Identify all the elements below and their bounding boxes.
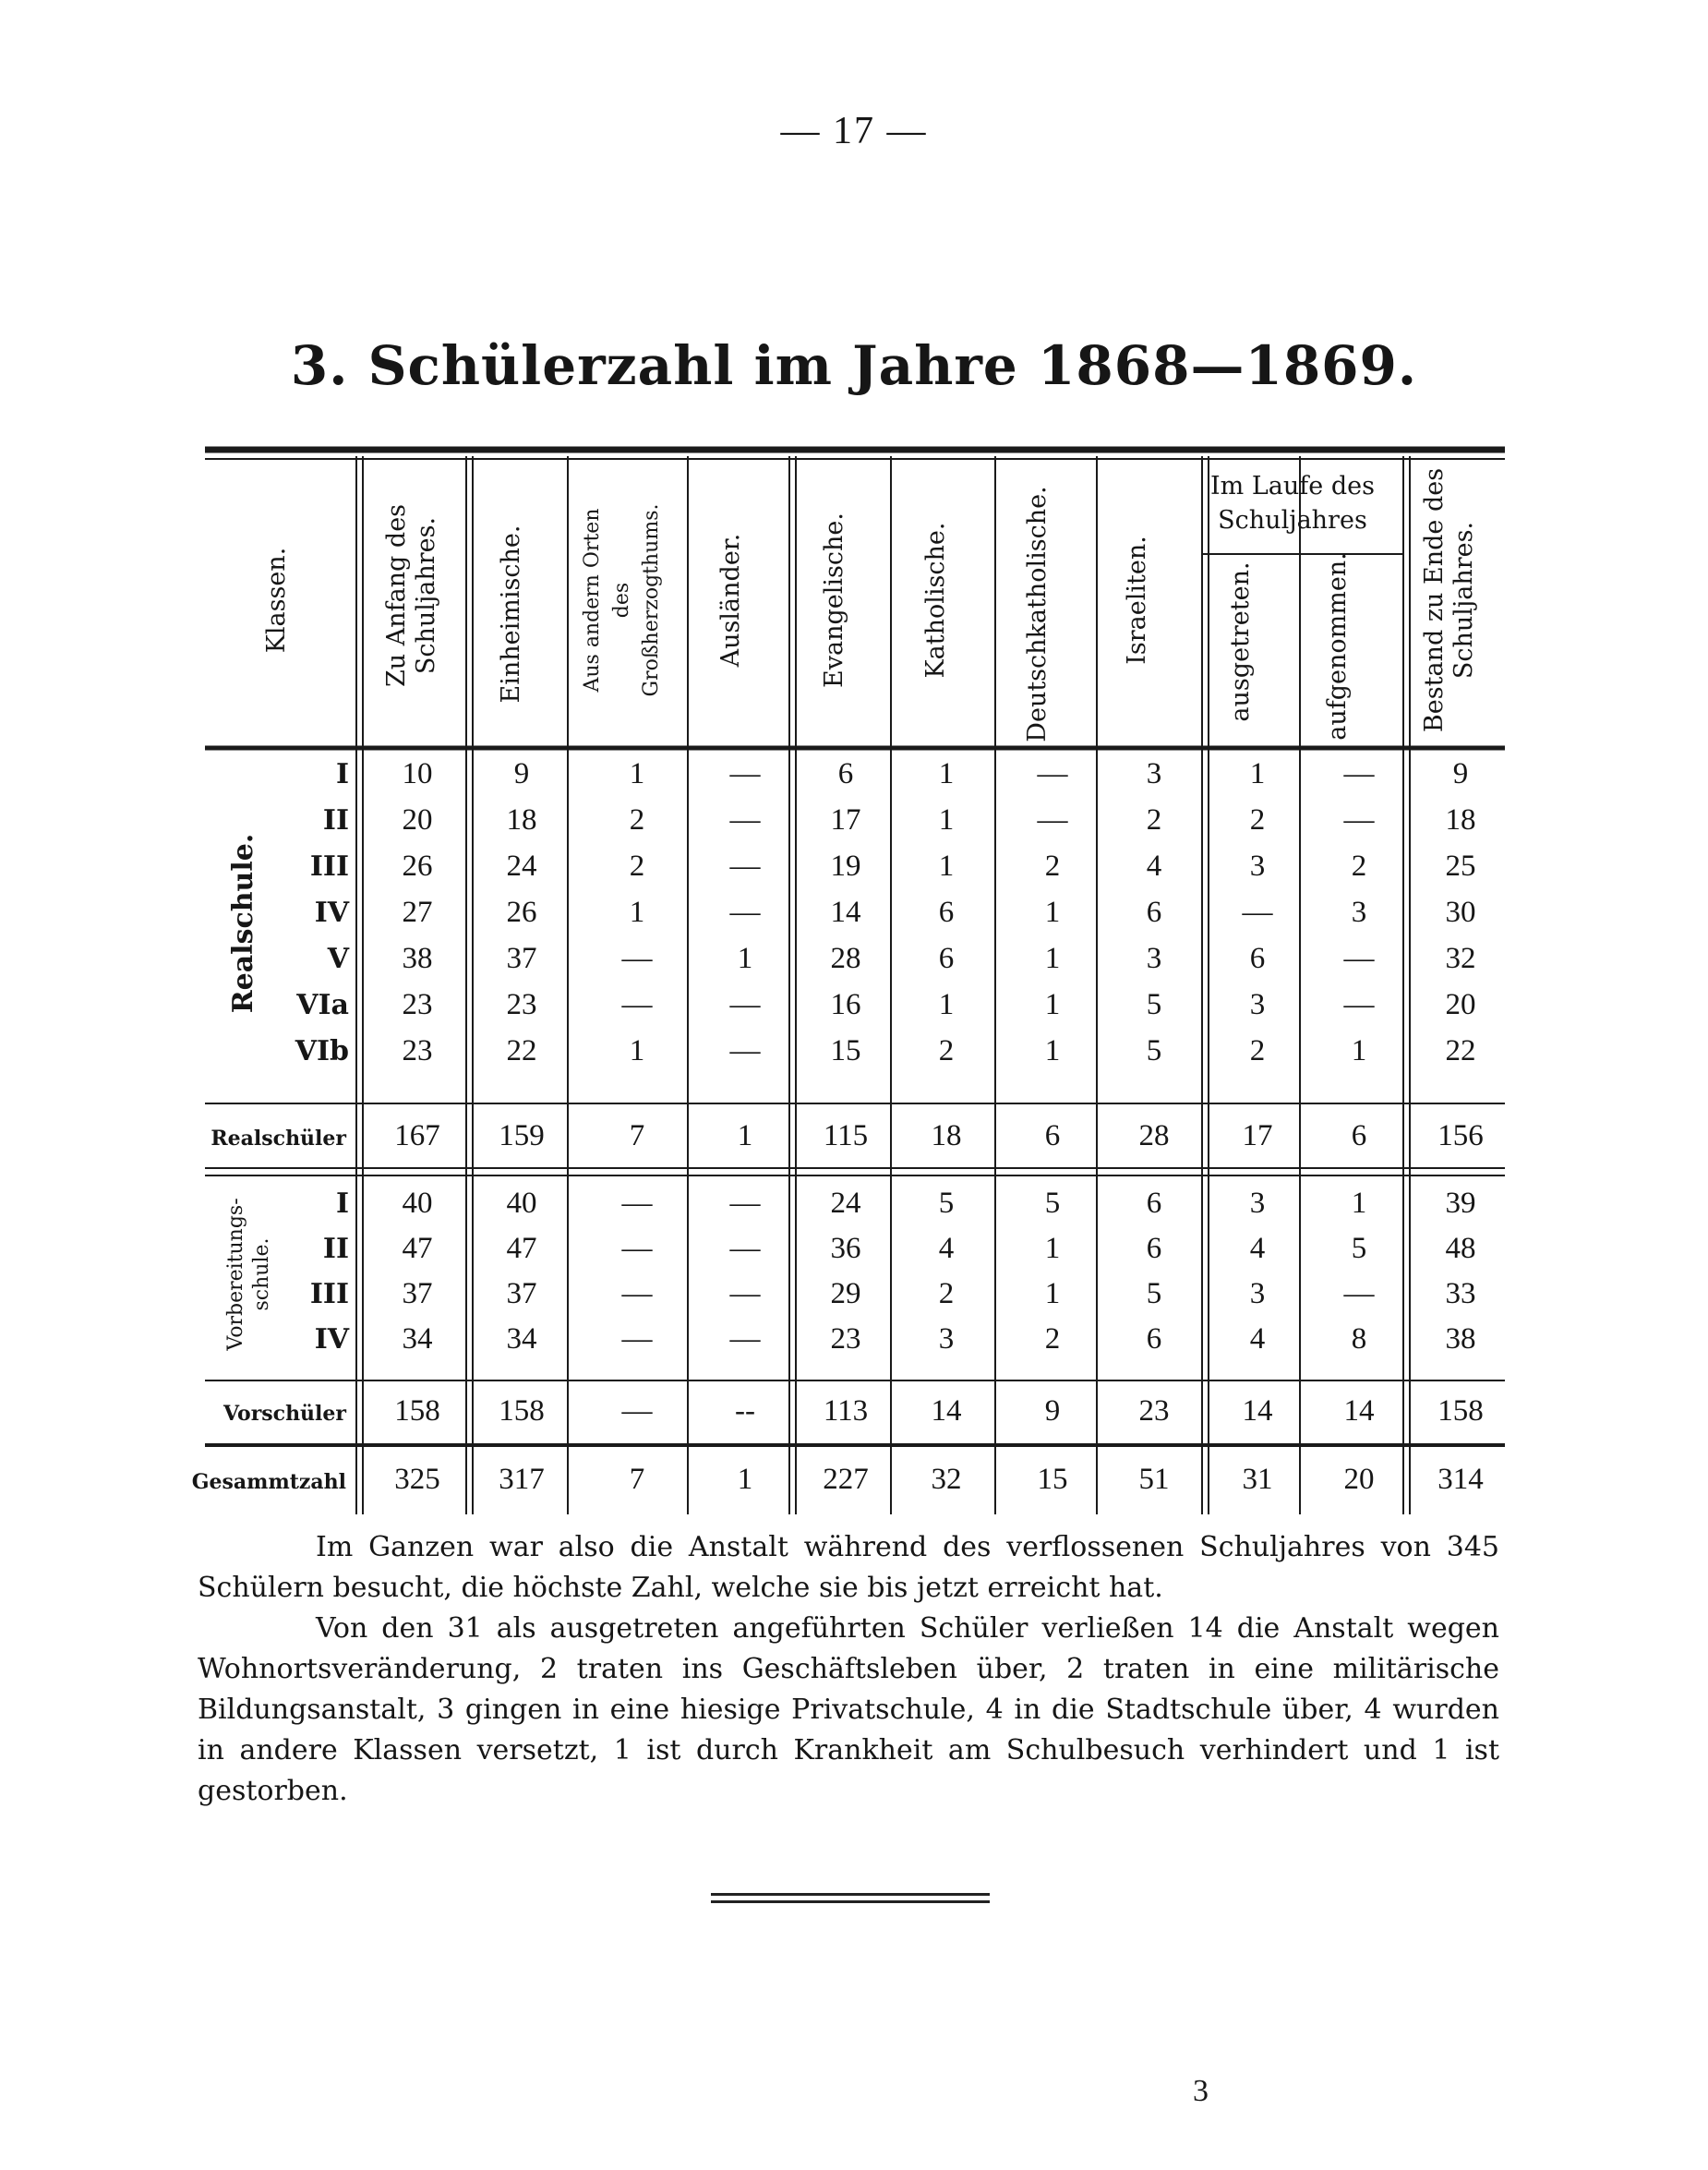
realschule-cell-V-2: — (621, 942, 653, 975)
vorschule-cell-I-8: 3 (1249, 1187, 1266, 1220)
vorschule-cell-II-4: 36 (830, 1232, 861, 1265)
vorschueler-total-cell-2: — (621, 1394, 653, 1428)
vorschule-cell-IV-2: — (621, 1322, 653, 1356)
vorschueler-total-cell-5: 14 (931, 1394, 962, 1428)
realschule-cell-I-9: — (1343, 757, 1375, 790)
vorschule-cell-IV-7: 6 (1146, 1322, 1162, 1356)
realschule-cell-VIa-1: 23 (506, 988, 537, 1021)
realschule-cell-IV-4: 14 (830, 896, 861, 929)
page-title: 3. Schülerzahl im Jahre 1868—1869. (290, 334, 1418, 397)
realschule-cell-VIb-4: 15 (830, 1034, 861, 1067)
header-klassen: Klassen. (262, 547, 291, 654)
vorschule-cell-II-1: 47 (506, 1232, 537, 1265)
realschule-cell-V-10: 32 (1445, 942, 1476, 975)
vorschule-cell-III-6: 1 (1044, 1277, 1061, 1310)
realschule-cell-II-2: 2 (629, 803, 645, 837)
header-aufgenommen: aufgenommen. (1323, 552, 1352, 741)
vorschueler-total-cell-0: 158 (394, 1394, 440, 1428)
vorschule-cell-II-10: 48 (1445, 1232, 1476, 1265)
gesammt-total-cell-8: 31 (1242, 1463, 1273, 1496)
realschule-cell-III-2: 2 (629, 850, 645, 883)
realschule-klasse-I: I (335, 758, 349, 790)
gesammt-total-cell-9: 20 (1343, 1463, 1375, 1496)
vorschule-cell-IV-1: 34 (506, 1322, 537, 1356)
realschule-cell-VIa-7: 5 (1146, 988, 1162, 1021)
realschule-cell-VIb-0: 23 (402, 1034, 433, 1067)
vorschule-cell-IV-5: 3 (938, 1322, 955, 1356)
page-number: — 17 — (780, 110, 928, 152)
realschueler-total-cell-1: 159 (499, 1119, 545, 1152)
vorschule-cell-III-4: 29 (830, 1277, 861, 1310)
gesammt-total-cell-7: 51 (1138, 1463, 1170, 1496)
header-im-laufe-line1: Im Laufe des (1210, 472, 1375, 500)
vorschule-cell-I-10: 39 (1445, 1187, 1476, 1220)
realschule-cell-VIa-2: — (621, 988, 653, 1021)
realschule-cell-IV-8: — (1242, 896, 1273, 929)
vorschule-cell-II-0: 47 (402, 1232, 433, 1265)
vorschule-cell-III-0: 37 (402, 1277, 433, 1310)
header-ausgetreten: ausgetreten. (1226, 561, 1255, 722)
vorschule-cell-IV-9: 8 (1351, 1322, 1367, 1356)
realschueler-total-label: Realschüler (210, 1127, 346, 1151)
vorschueler-total-cell-6: 9 (1044, 1394, 1061, 1428)
realschule-cell-VIb-7: 5 (1146, 1034, 1162, 1067)
realschule-cell-II-7: 2 (1146, 803, 1162, 837)
realschueler-total-cell-8: 17 (1242, 1119, 1273, 1152)
header-andere-orte-line2: des (610, 582, 633, 619)
paragraph-summary: Im Ganzen war also die Anstalt während des verflossenen Schuljahres von 345 Schülern besucht, die höchste Zahl, welche sie bis jetzt erreicht hat. (198, 1531, 1499, 1604)
gesammt-total-cell-3: 1 (737, 1463, 753, 1496)
vorschule-cell-I-1: 40 (506, 1187, 537, 1220)
header-bestand-line1: Bestand zu Ende des (1420, 467, 1449, 733)
realschule-cell-III-8: 3 (1249, 850, 1266, 883)
vorschule-cell-III-3: — (729, 1277, 761, 1310)
vorschule-cell-III-5: 2 (938, 1277, 955, 1310)
vorschule-cell-IV-10: 38 (1445, 1322, 1476, 1356)
vorschule-cell-II-5: 4 (938, 1232, 955, 1265)
realschule-cell-V-0: 38 (402, 942, 433, 975)
realschule-cell-I-6: — (1037, 757, 1068, 790)
realschule-cell-IV-3: — (729, 896, 761, 929)
realschule-cell-IV-10: 30 (1445, 896, 1476, 929)
vorschule-cell-IV-6: 2 (1044, 1322, 1061, 1356)
vorschule-cell-III-10: 33 (1445, 1277, 1476, 1310)
vorschule-klasse-II: II (322, 1233, 349, 1265)
vorschule-group-label-line1: Vorbereitungs- (224, 1198, 247, 1351)
realschule-cell-V-9: — (1343, 942, 1375, 975)
realschule-cell-VIa-4: 16 (830, 988, 861, 1021)
vorschule-cell-II-2: — (621, 1232, 653, 1265)
header-bestand-line2: Schuljahres. (1449, 521, 1478, 680)
realschule-cell-I-0: 10 (402, 757, 433, 790)
realschule-cell-VIb-5: 2 (938, 1034, 955, 1067)
realschule-cell-III-10: 25 (1445, 850, 1476, 883)
realschule-cell-I-5: 1 (938, 757, 955, 790)
gesammt-total-cell-5: 32 (931, 1463, 962, 1496)
realschule-cell-VIb-1: 22 (506, 1034, 537, 1067)
realschule-cell-II-10: 18 (1445, 803, 1476, 837)
realschueler-total-cell-9: 6 (1351, 1119, 1367, 1152)
realschueler-total-cell-0: 167 (394, 1119, 440, 1152)
realschule-cell-I-10: 9 (1452, 757, 1469, 790)
realschule-cell-I-3: — (729, 757, 761, 790)
closing-rule-top (711, 1893, 990, 1896)
realschule-cell-VIa-10: 20 (1445, 988, 1476, 1021)
header-katholische: Katholische. (921, 522, 950, 679)
vorschule-cell-I-3: — (729, 1187, 761, 1220)
vorschule-group-label-line2: schule. (250, 1237, 273, 1311)
vorschule-cell-IV-8: 4 (1249, 1322, 1266, 1356)
realschule-cell-I-1: 9 (513, 757, 530, 790)
vorschule-cell-I-5: 5 (938, 1187, 955, 1220)
vorschueler-total-cell-1: 158 (499, 1394, 545, 1428)
gesammt-total-cell-10: 314 (1437, 1463, 1484, 1496)
realschule-cell-VIa-9: — (1343, 988, 1375, 1021)
vorschule-cell-III-7: 5 (1146, 1277, 1162, 1310)
vorschueler-total-cell-4: 113 (823, 1394, 869, 1428)
realschule-cell-IV-0: 27 (402, 896, 433, 929)
realschule-cell-V-1: 37 (506, 942, 537, 975)
vorschueler-total-cell-9: 14 (1343, 1394, 1375, 1428)
closing-rule-bottom (711, 1900, 990, 1903)
realschule-cell-IV-1: 26 (506, 896, 537, 929)
vorschueler-total-cell-3: -- (735, 1394, 755, 1428)
realschule-cell-II-3: — (729, 803, 761, 837)
realschule-klasse-VIb: VIb (295, 1035, 349, 1067)
realschueler-total-cell-7: 28 (1138, 1119, 1170, 1152)
vorschule-klasse-III: III (309, 1278, 349, 1310)
header-im-laufe-line2: Schuljahres (1218, 506, 1367, 535)
realschule-cell-IV-7: 6 (1146, 896, 1162, 929)
vorschueler-total-cell-10: 158 (1437, 1394, 1484, 1428)
realschueler-total-cell-6: 6 (1044, 1119, 1061, 1152)
realschule-cell-II-5: 1 (938, 803, 955, 837)
realschule-cell-VIb-8: 2 (1249, 1034, 1266, 1067)
realschule-cell-III-7: 4 (1146, 850, 1162, 883)
vorschule-cell-II-6: 1 (1044, 1232, 1061, 1265)
realschule-cell-III-5: 1 (938, 850, 955, 883)
vorschule-cell-IV-4: 23 (830, 1322, 861, 1356)
gesammt-total-cell-4: 227 (823, 1463, 869, 1496)
realschule-cell-V-6: 1 (1044, 942, 1061, 975)
realschule-cell-VIa-3: — (729, 988, 761, 1021)
vorschule-klasse-IV: IV (314, 1323, 349, 1356)
vorschule-cell-IV-3: — (729, 1322, 761, 1356)
realschule-cell-VIb-6: 1 (1044, 1034, 1061, 1067)
realschule-cell-V-3: 1 (737, 942, 753, 975)
gesammt-total-cell-1: 317 (499, 1463, 545, 1496)
realschule-cell-V-5: 6 (938, 942, 955, 975)
sheet-signature: 3 (1193, 2074, 1209, 2108)
gesammt-total-cell-2: 7 (629, 1463, 645, 1496)
realschule-cell-III-6: 2 (1044, 850, 1061, 883)
realschueler-total-cell-4: 115 (823, 1119, 869, 1152)
gesammt-total-cell-6: 15 (1037, 1463, 1068, 1496)
realschule-cell-I-2: 1 (629, 757, 645, 790)
realschule-cell-III-4: 19 (830, 850, 861, 883)
gesammt-total-cell-0: 325 (394, 1463, 440, 1496)
realschule-cell-II-6: — (1037, 803, 1068, 837)
realschule-cell-VIb-9: 1 (1351, 1034, 1367, 1067)
vorschule-cell-I-0: 40 (402, 1187, 433, 1220)
header-israeliten: Israeliten. (1123, 536, 1151, 665)
vorschule-cell-III-2: — (621, 1277, 653, 1310)
header-andere-orte-line3: Großherzogthums. (640, 503, 663, 697)
realschueler-total-cell-3: 1 (737, 1119, 753, 1152)
realschule-cell-III-1: 24 (506, 850, 537, 883)
realschule-cell-VIb-10: 22 (1445, 1034, 1476, 1067)
realschule-cell-VIa-6: 1 (1044, 988, 1061, 1021)
realschule-cell-IV-2: 1 (629, 896, 645, 929)
vorschule-cell-II-3: — (729, 1232, 761, 1265)
vorschule-cell-I-2: — (621, 1187, 653, 1220)
realschule-cell-VIb-2: 1 (629, 1034, 645, 1067)
vorschule-cell-III-8: 3 (1249, 1277, 1266, 1310)
vorschueler-total-cell-8: 14 (1242, 1394, 1273, 1428)
vorschule-cell-III-1: 37 (506, 1277, 537, 1310)
vorschule-cell-I-4: 24 (830, 1187, 861, 1220)
header-deutschkatholische: Deutschkatholische. (1023, 486, 1052, 742)
vorschule-cell-I-7: 6 (1146, 1187, 1162, 1220)
realschueler-total-cell-10: 156 (1437, 1119, 1484, 1152)
vorschule-cell-III-9: — (1343, 1277, 1375, 1310)
realschule-cell-VIa-5: 1 (938, 988, 955, 1021)
realschule-group-label: Realschule. (227, 833, 259, 1014)
vorschule-cell-I-9: 1 (1351, 1187, 1367, 1220)
header-andere-orte-line1: Aus andern Orten (581, 508, 604, 693)
realschule-cell-II-1: 18 (506, 803, 537, 837)
realschule-cell-III-9: 2 (1351, 850, 1367, 883)
realschule-cell-II-8: 2 (1249, 803, 1266, 837)
realschule-cell-IV-5: 6 (938, 896, 955, 929)
realschule-cell-VIa-8: 3 (1249, 988, 1266, 1021)
realschule-cell-IV-9: 3 (1351, 896, 1367, 929)
realschule-cell-VIa-0: 23 (402, 988, 433, 1021)
realschule-cell-V-4: 28 (830, 942, 861, 975)
vorschueler-total-label: Vorschüler (223, 1402, 346, 1426)
realschule-klasse-III: III (309, 850, 349, 883)
realschueler-total-cell-5: 18 (931, 1119, 962, 1152)
vorschule-cell-I-6: 5 (1044, 1187, 1061, 1220)
realschule-cell-V-8: 6 (1249, 942, 1266, 975)
vorschule-cell-II-8: 4 (1249, 1232, 1266, 1265)
realschule-cell-I-7: 3 (1146, 757, 1162, 790)
realschule-cell-III-0: 26 (402, 850, 433, 883)
header-anfang-line2: Schuljahres. (412, 516, 440, 675)
vorschueler-total-cell-7: 23 (1138, 1394, 1170, 1428)
realschule-cell-I-8: 1 (1249, 757, 1266, 790)
header-anfang-line1: Zu Anfang des (382, 503, 411, 688)
realschule-klasse-IV: IV (314, 897, 349, 929)
vorschule-klasse-I: I (335, 1187, 349, 1220)
realschule-cell-II-0: 20 (402, 803, 433, 837)
vorschule-cell-IV-0: 34 (402, 1322, 433, 1356)
realschule-cell-II-4: 17 (830, 803, 861, 837)
realschule-klasse-II: II (322, 804, 349, 837)
header-einheimische: Einheimische. (497, 524, 525, 704)
vorschule-cell-II-7: 6 (1146, 1232, 1162, 1265)
realschueler-total-cell-2: 7 (629, 1119, 645, 1152)
table-body (192, 757, 1484, 1496)
realschule-cell-VIb-3: — (729, 1034, 761, 1067)
realschule-cell-V-7: 3 (1146, 942, 1162, 975)
header-auslaender: Ausländer. (716, 533, 745, 668)
realschule-cell-III-3: — (729, 850, 761, 883)
gesammt-total-label: Gesammtzahl (191, 1470, 346, 1494)
realschule-cell-II-9: — (1343, 803, 1375, 837)
vorschule-cell-II-9: 5 (1351, 1232, 1367, 1265)
realschule-cell-IV-6: 1 (1044, 896, 1061, 929)
realschule-klasse-V: V (327, 943, 349, 975)
paragraph-departures: Von den 31 als ausgetreten angeführten Schüler verließen 14 die Anstalt wegen Wohnortsveränderung, 2 traten ins Geschäftsleben über, 2 traten in eine militärische Bildungsanstalt, 3 gingen in eine hiesige Privatschule, 4 in die Stadtschule über, 4 wurden in andere Klassen versetzt, 1 ist durch Krankheit am Schulbesuch verhindert und 1 ist gestorben. (198, 1612, 1499, 1807)
realschule-cell-I-4: 6 (837, 757, 854, 790)
realschule-klasse-VIa: VIa (296, 989, 349, 1021)
header-evangelische: Evangelische. (820, 512, 848, 688)
